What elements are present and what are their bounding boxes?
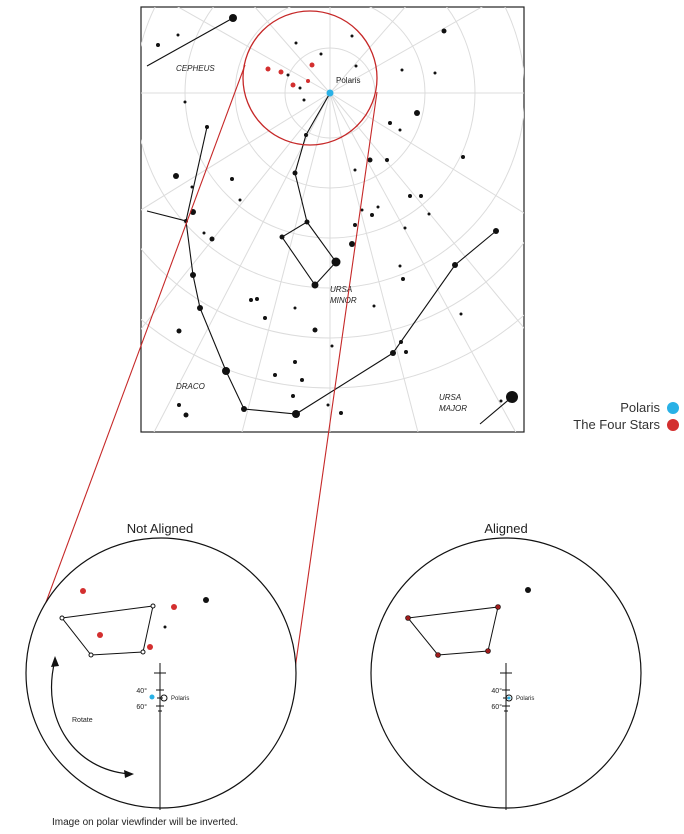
star-chart — [35, 0, 625, 440]
coordinate-grid — [35, 0, 625, 440]
caption: Image on polar viewfinder will be inverted. — [52, 817, 239, 828]
polaris-label: Polaris — [336, 76, 361, 85]
legend-polaris-label: Polaris — [620, 400, 660, 415]
ursa-minor-label-2: MINOR — [330, 296, 357, 305]
ursa-major-label-1: URSA — [439, 393, 462, 402]
deg60-label-left: 60° — [136, 704, 147, 711]
legend-four-stars-dot — [667, 419, 679, 431]
draco-label: DRACO — [176, 382, 205, 391]
deg40-label-left: 40° — [136, 688, 147, 695]
legend-polaris-dot — [667, 402, 679, 414]
polaris-star — [327, 90, 334, 97]
aligned-view — [371, 521, 641, 810]
legend-four-stars-label: The Four Stars — [573, 417, 660, 432]
not-aligned-title: Not Aligned — [126, 521, 194, 536]
ursa-major-label-2: MAJOR — [439, 404, 467, 413]
deg60-label-right: 60° — [491, 704, 502, 711]
polaris-reticle-label-left: Polaris — [171, 696, 190, 702]
ursa-minor-label-1: URSA — [330, 285, 353, 294]
cepheus-label: CEPHEUS — [176, 64, 215, 73]
aligned-title: Aligned — [484, 521, 528, 536]
deg40-label-right: 40° — [491, 688, 502, 695]
rotate-label: Rotate — [72, 717, 93, 724]
not-aligned-view — [26, 521, 296, 810]
polaris-reticle-label-right: Polaris — [516, 696, 535, 702]
